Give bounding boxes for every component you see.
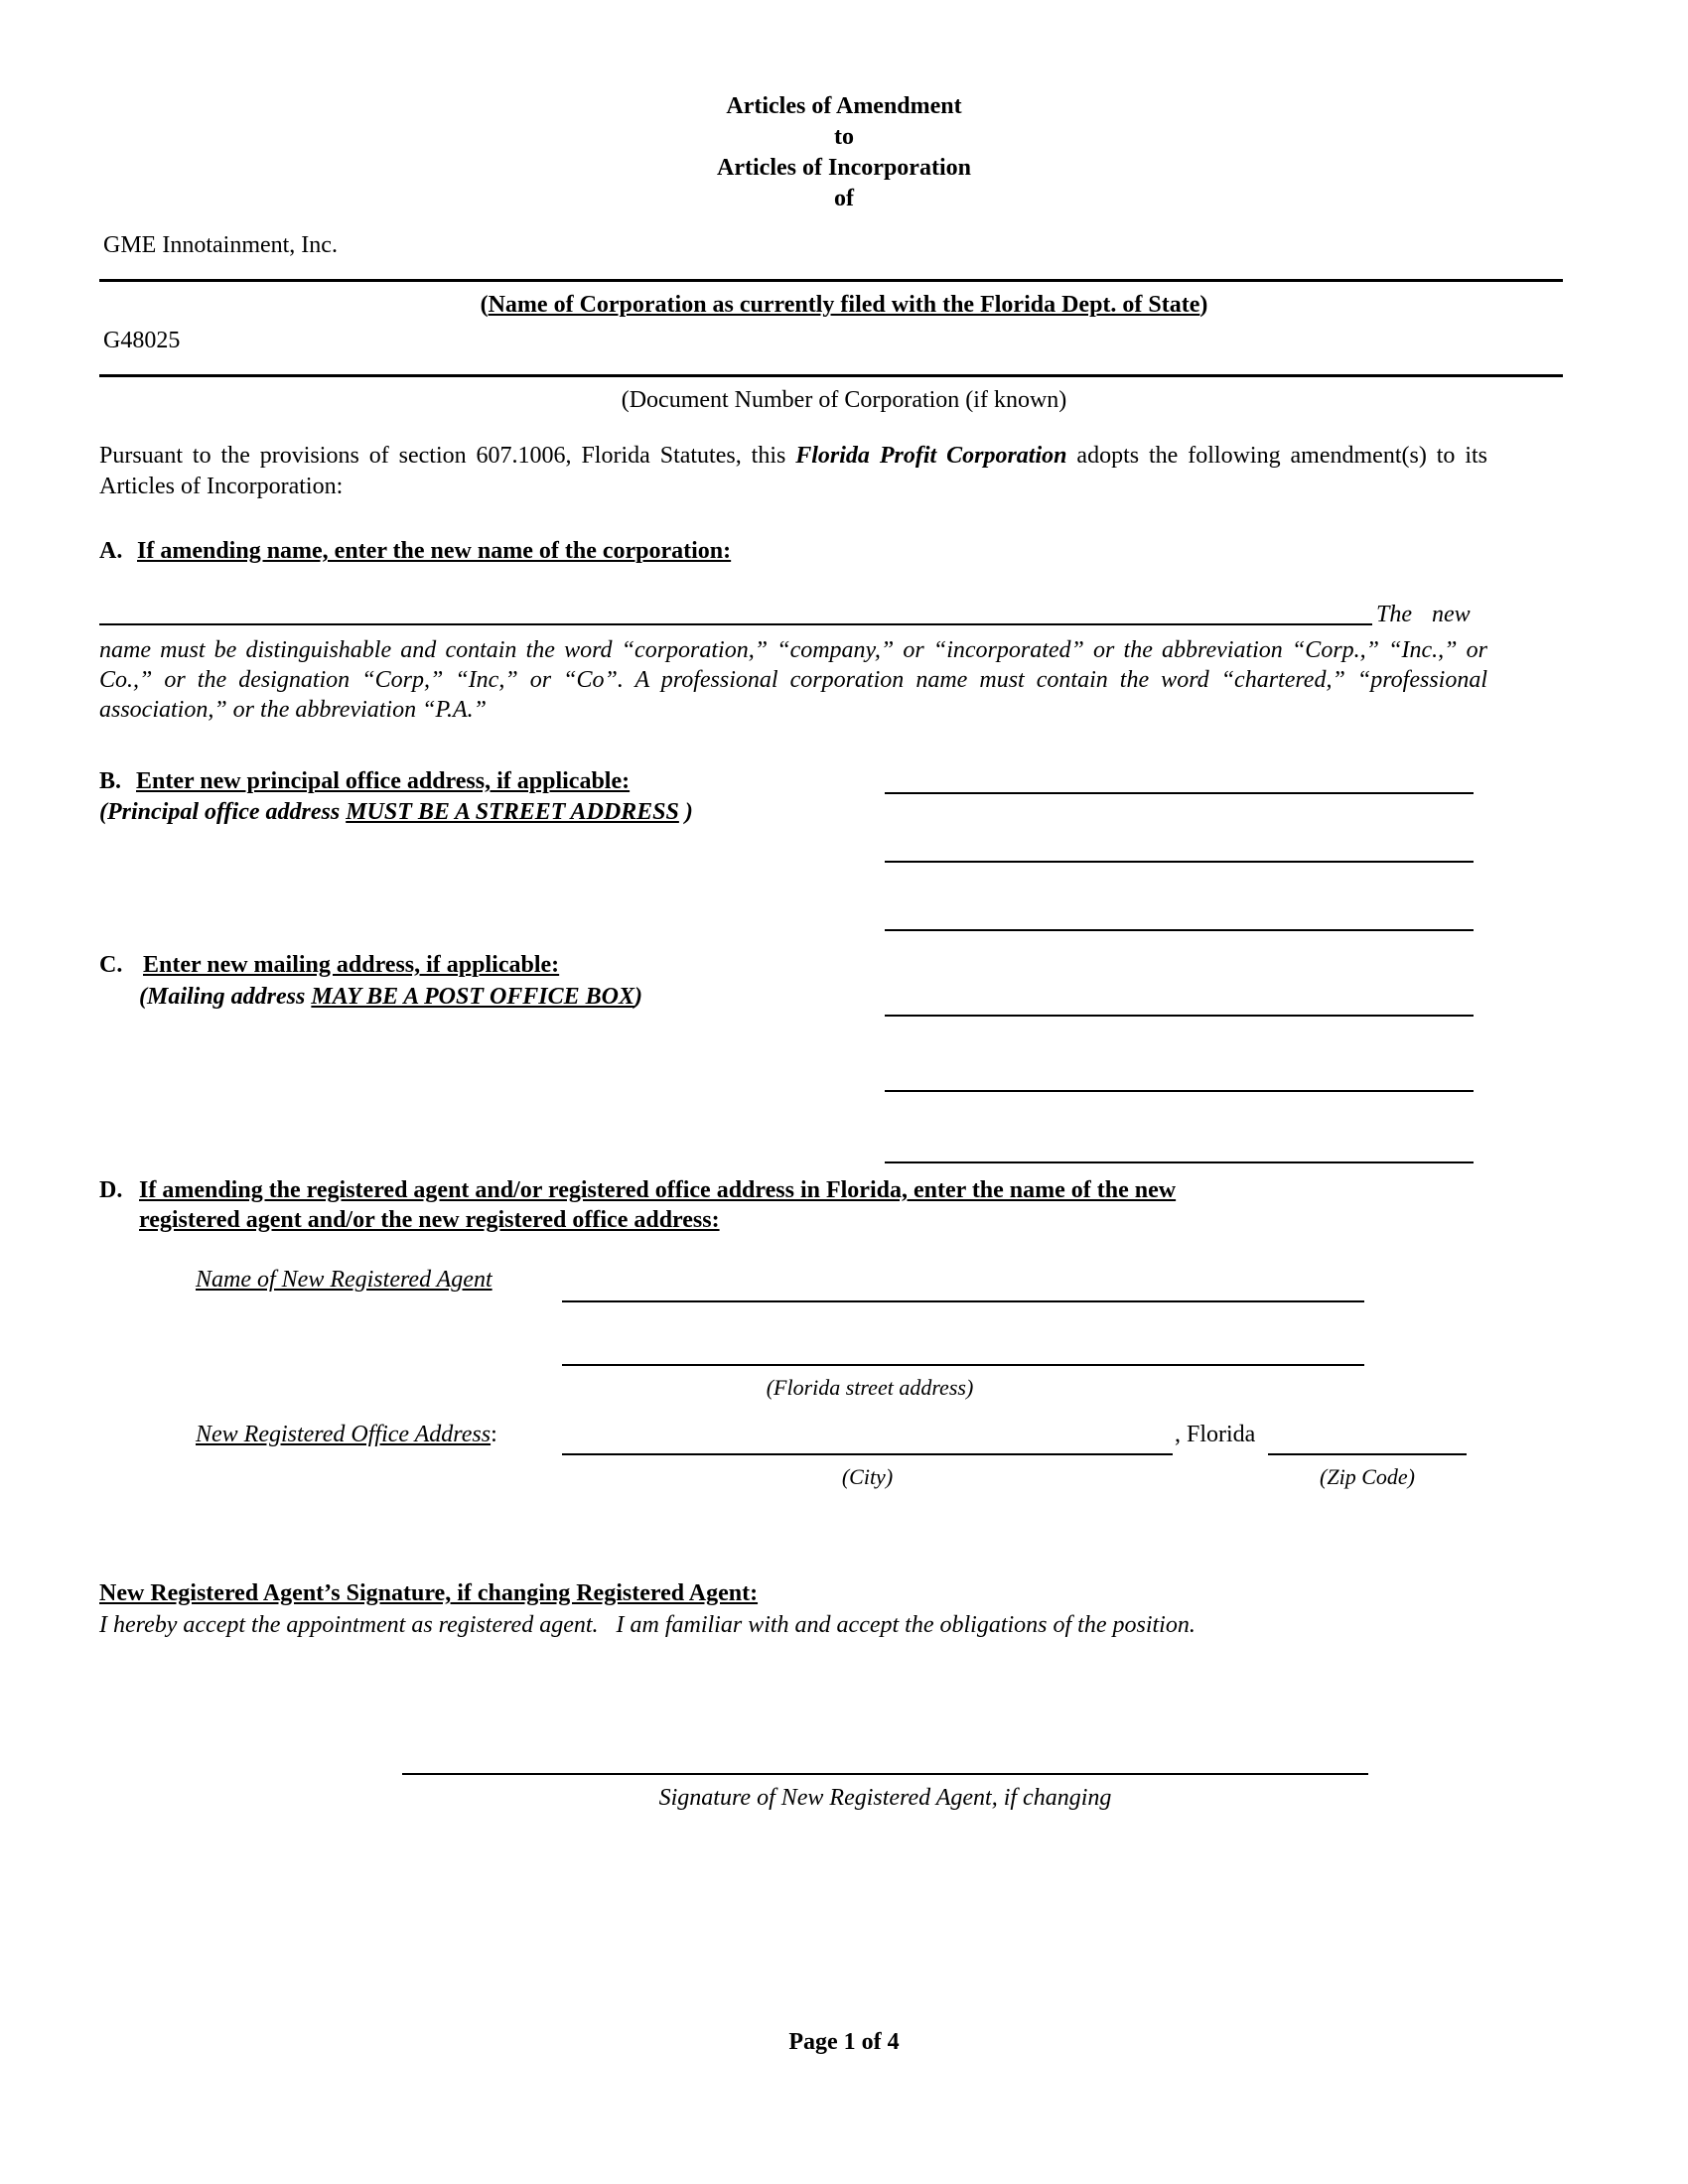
zip-line[interactable] — [1268, 1453, 1467, 1455]
signature-line[interactable] — [402, 1773, 1368, 1775]
section-b-heading: Enter new principal office address, if applicable: — [136, 768, 631, 794]
new-corporation-name-line[interactable] — [99, 623, 1372, 625]
intro-text-pre: Pursuant to the provisions of section 607.1006, Florida Statutes, this — [99, 443, 796, 469]
section-b-sub-post: ) — [678, 799, 693, 825]
section-b-subheading — [99, 797, 693, 827]
office-address-colon: : — [491, 1422, 497, 1447]
section-b-sub-pre: (Principal office address — [99, 799, 347, 825]
corporation-caption-text: Name of Corporation as currently filed with the Florida Dept. of State — [488, 292, 1200, 318]
section-c-heading: Enter new mailing address, if applicable: — [143, 952, 560, 978]
corporation-name-caption — [0, 290, 1688, 320]
section-c-sub-post: ) — [634, 984, 643, 1010]
florida-label: , Florida — [1175, 1422, 1256, 1447]
corporation-name-field-line[interactable] — [99, 279, 1563, 282]
city-caption: (City) — [841, 1464, 894, 1489]
section-c-sub-pre: (Mailing address — [139, 984, 312, 1010]
office-address-label-row — [196, 1420, 497, 1449]
section-c-label: C. — [99, 952, 123, 978]
principal-address-line-3[interactable] — [885, 929, 1474, 931]
title-line-4: of — [834, 186, 854, 211]
signature-line-caption: Signature of New Registered Agent, if changing — [658, 1785, 1112, 1811]
section-b-heading-row — [99, 766, 874, 796]
title-line-2: to — [834, 124, 854, 150]
mailing-address-line-2[interactable] — [885, 1090, 1474, 1092]
mailing-address-line-1[interactable] — [885, 1015, 1474, 1017]
section-d-heading-row — [99, 1175, 1350, 1235]
section-d-heading: If amending the registered agent and/or registered office address in Florida, enter the name of the new registered agent and/or the new registered office address: — [139, 1177, 1177, 1233]
section-d-label: D. — [99, 1177, 123, 1203]
mailing-address-line-3[interactable] — [885, 1161, 1474, 1163]
title-line-1: Articles of Amendment — [726, 93, 962, 119]
agent-name-label: Name of New Registered Agent — [196, 1267, 492, 1293]
office-address-label: New Registered Office Address — [196, 1422, 492, 1447]
section-c-sub-underlined: MAY BE A POST OFFICE BOX — [311, 984, 635, 1010]
principal-address-line-2[interactable] — [885, 861, 1474, 863]
section-b-label: B. — [99, 768, 122, 794]
intro-text-post: adopts the following amendment(s) to its Articles of Incorporation: — [99, 443, 1488, 499]
title-line-3: Articles of Incorporation — [717, 155, 971, 181]
signature-acceptance-text: I hereby accept the appointment as registered agent. I am familiar with and accept the obligations of the position. — [99, 1612, 1196, 1638]
street-address-caption: (Florida street address) — [766, 1375, 974, 1400]
city-line[interactable] — [562, 1453, 1173, 1455]
section-c-subheading — [139, 982, 642, 1012]
document-number-caption: (Document Number of Corporation (if known) — [621, 387, 1067, 413]
principal-address-line-1[interactable] — [885, 792, 1474, 794]
section-a-note-body: name must be distinguishable and contain the word “corporation,” “company,” or “incorporated” or the abbreviation “Corp.,” “Inc.,” or Co.,” or the designation “Corp,” “Inc,” or “Co”. A professional corporation name must contain the word “chartered,” “professional association,” or the abbreviation “P.A.” — [99, 637, 1487, 723]
section-c-heading-row — [99, 950, 874, 980]
intro-emphasis: Florida Profit Corporation — [795, 443, 1067, 469]
document-number-value: G48025 — [103, 328, 181, 353]
agent-name-line[interactable] — [562, 1300, 1364, 1302]
corporation-name-value: GME Innotainment, Inc. — [103, 232, 338, 258]
section-a-label: A. — [99, 538, 123, 564]
section-a-heading-row — [99, 536, 1487, 566]
zip-caption: (Zip Code) — [1320, 1464, 1415, 1489]
section-a-note-lead: The new — [1376, 602, 1471, 627]
section-b-sub-underlined: MUST BE A STREET ADDRESS — [346, 799, 679, 825]
corporation-caption-close-paren: ) — [1199, 292, 1208, 318]
signature-section-heading: New Registered Agent’s Signature, if changing Registered Agent: — [99, 1580, 759, 1606]
intro-paragraph — [99, 441, 1487, 502]
street-address-line[interactable] — [562, 1364, 1364, 1366]
section-a-heading: If amending name, enter the new name of the corporation: — [137, 538, 732, 564]
corporation-caption-open-paren: ( — [480, 292, 489, 318]
document-title — [0, 91, 1688, 214]
document-number-field-line[interactable] — [99, 374, 1563, 377]
page-number: Page 1 of 4 — [788, 2029, 900, 2055]
